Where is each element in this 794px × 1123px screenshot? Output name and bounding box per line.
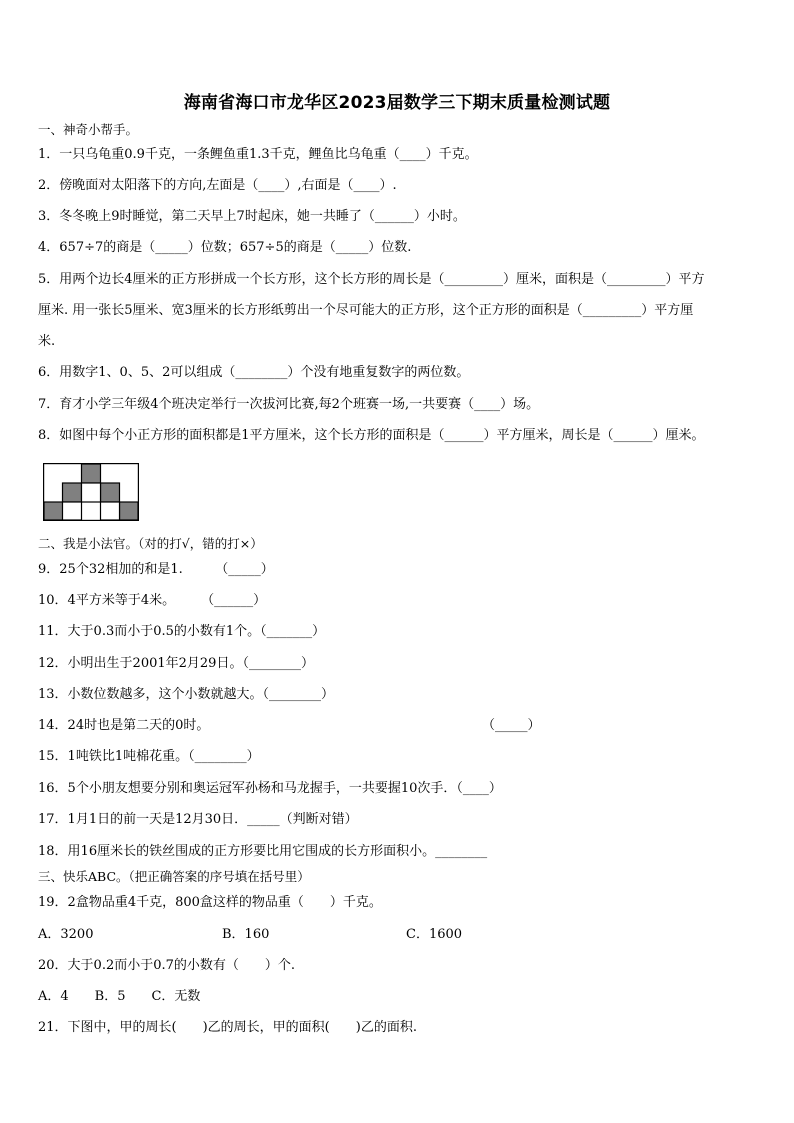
question-19-option-a: A．3200 [38, 927, 94, 942]
question-19: 19．2盒物品重4千克，800盒这样的物品重（ ）千克。 [38, 895, 382, 910]
question-6: 6．用数字1、0、5、2可以组成（________）个没有地重复数字的两位数。 [38, 365, 470, 380]
question-1: 1．一只乌龟重0.9千克，一条鲤鱼重1.3千克，鲤鱼比乌龟重（____）千克。 [38, 147, 478, 162]
page-title: 海南省海口市龙华区2023届数学三下期末质量检测试题 [183, 93, 611, 113]
question-2: 2．傍晚面对太阳落下的方向,左面是（____）,右面是（____）. [38, 178, 397, 193]
question-9: 9．25个32相加的和是1. （_____） [38, 562, 274, 577]
question-21: 21．下图中，甲的周长( )乙的周长，甲的面积( )乙的面积. [38, 1020, 417, 1035]
question-19-option-b: B．160 [222, 927, 270, 942]
question-7: 7．育才小学三年级4个班决定举行一次拔河比赛,每2个班赛一场,一共要赛（____）场。 [38, 397, 540, 412]
question-17: 17．1月1日的前一天是12月30日．_____（判断对错） [38, 812, 358, 827]
question-5-line-2: 厘米. 用一张长5厘米、宽3厘米的长方形纸剪出一个尽可能大的正方形，这个正方形的面积是（_________）平方厘 [38, 303, 694, 318]
question-19-option-c: C．1600 [406, 927, 463, 942]
question-20-options: A．4 B．5 C．无数 [38, 989, 201, 1004]
grid-rectangle-figure [43, 463, 139, 521]
question-14-blank: （_____） [482, 718, 541, 733]
question-5-line-3: 米. [38, 334, 56, 349]
question-20: 20．大于0.2而小于0.7的小数有（ ）个. [38, 958, 296, 973]
question-13: 13．小数位数越多，这个小数就越大。（________） [38, 687, 335, 702]
section-heading-1: 一、神奇小帮手。 [38, 122, 139, 137]
question-3: 3．冬冬晚上9时睡觉，第二天早上7时起床，她一共睡了（______）小时。 [38, 209, 466, 224]
section-heading-3: 三、快乐ABC。（把正确答案的序号填在括号里） [38, 869, 310, 884]
question-12: 12．小明出生于2001年2月29日。（________） [38, 656, 314, 671]
question-5-line-1: 5．用两个边长4厘米的正方形拼成一个长方形，这个长方形的周长是（_________）厘米，面积是（_________）平方 [38, 272, 705, 287]
question-14: 14．24时也是第二天的0时。 [38, 718, 210, 733]
question-11: 11．大于0.3而小于0.5的小数有1个。（_______） [38, 624, 326, 639]
question-4: 4．657÷7的商是（_____）位数；657÷5的商是（_____）位数. [38, 240, 412, 255]
section-heading-2: 二、我是小法官。（对的打√，错的打×） [38, 536, 263, 551]
question-10: 10．4平方米等于4米。 （______） [38, 593, 267, 608]
question-8: 8．如图中每个小正方形的面积都是1平方厘米，这个长方形的面积是（______）平方厘米，周长是（______）厘米。 [38, 428, 705, 443]
question-15: 15．1吨铁比1吨棉花重。（________） [38, 749, 260, 764]
question-16: 16．5个小朋友想要分别和奥运冠军孙杨和马龙握手，一共要握10次手．（____） [38, 781, 502, 796]
question-18: 18．用16厘米长的铁丝围成的正方形要比用它围成的长方形面积小。________ [38, 844, 488, 859]
